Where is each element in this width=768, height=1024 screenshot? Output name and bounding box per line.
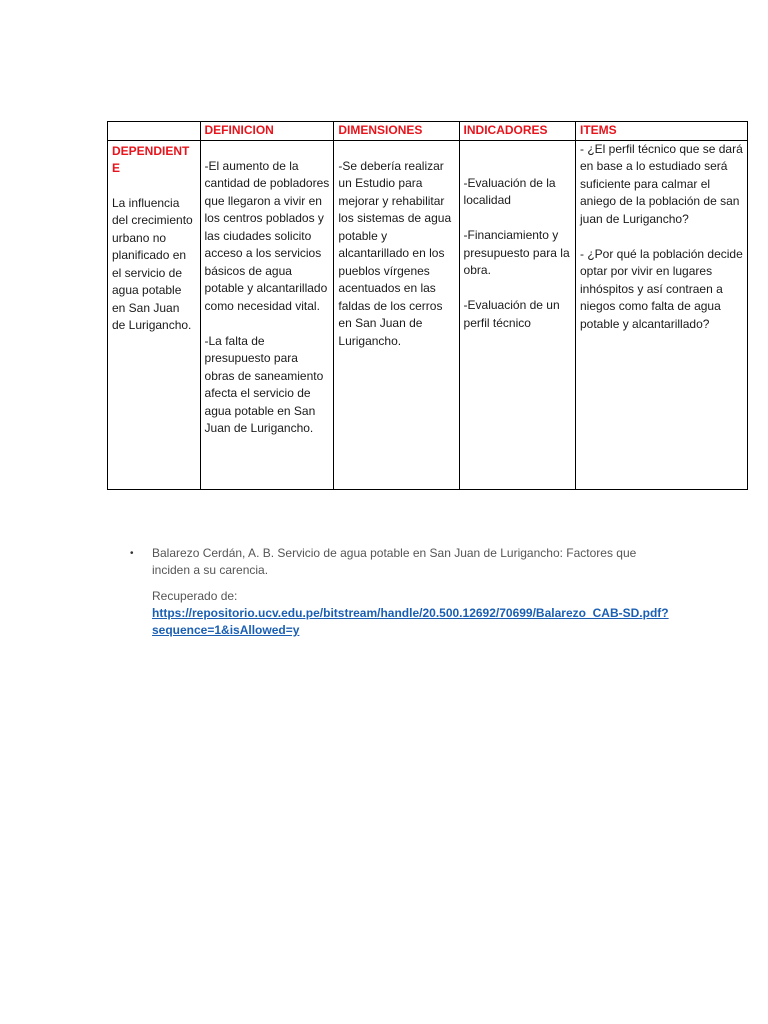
header-indicadores: INDICADORES: [459, 122, 575, 141]
dependiente-text: La influencia del crecimiento urbano no planificado en el servicio de agua potable en San Juan de Lurigancho.: [112, 195, 193, 332]
recovered-line: [152, 588, 670, 639]
reference-entry: [130, 545, 670, 639]
dependiente-cell: [108, 140, 201, 489]
reference-link[interactable]: https://repositorio.ucv.edu.pe/bitstream/handle/20.500.12692/70699/Balarezo_CAB-SD.pdf?sequence=1&isAllowed=y: [152, 606, 669, 637]
recovered-label: Recuperado de:: [152, 589, 238, 603]
table-row: [108, 140, 748, 489]
dimensiones-cell: [334, 140, 459, 489]
indicadores-text: -Evaluación de la localidad -Financiamiento y presupuesto para la obra. -Evaluación de un perfil técnico: [463, 175, 570, 330]
dependiente-label: DEPENDIENTE: [112, 143, 190, 175]
definicion-cell: [200, 140, 334, 489]
citation-text: Balarezo Cerdán, A. B. Servicio de agua potable en San Juan de Lurigancho: Factores que inciden a su carencia.: [152, 546, 637, 577]
indicadores-cell: [459, 140, 575, 489]
dimensiones-text: -Se debería realizar un Estudio para mejorar y rehabilitar los sistemas de agua potable y alcantarillado en los pueblos vírgenes acentuados en las faldas de los cerros en San Juan de Lurigancho.: [338, 158, 452, 348]
table-header-row: [108, 122, 748, 141]
definicion-text: -El aumento de la cantidad de pobladores que llegaron a vivir en los centros poblados y las ciudades solicito acceso a los servicios básicos de agua potable y alcantarillado como necesidad vital. -La falta de presupuesto para obras de saneamiento afecta el servicio de agua potable en San Juan de Lurigancho.: [204, 158, 330, 435]
header-dimensiones: DIMENSIONES: [334, 122, 459, 141]
bullet-icon: •: [130, 548, 134, 559]
header-definicion: DEFINICION: [200, 122, 334, 141]
header-empty-cell: [108, 122, 201, 141]
items-cell: [576, 140, 748, 489]
items-text: - ¿El perfil técnico que se dará en base a lo estudiado será suficiente para calmar el aniego de la población de san juan de Lurigancho? - ¿Por qué la población decide optar por vivir en lugares inhóspitos y así contraen a niegos como falta de agua potable y alcantarillado?: [580, 141, 743, 331]
header-items: ITEMS: [576, 122, 748, 141]
operationalization-table: [107, 121, 748, 490]
